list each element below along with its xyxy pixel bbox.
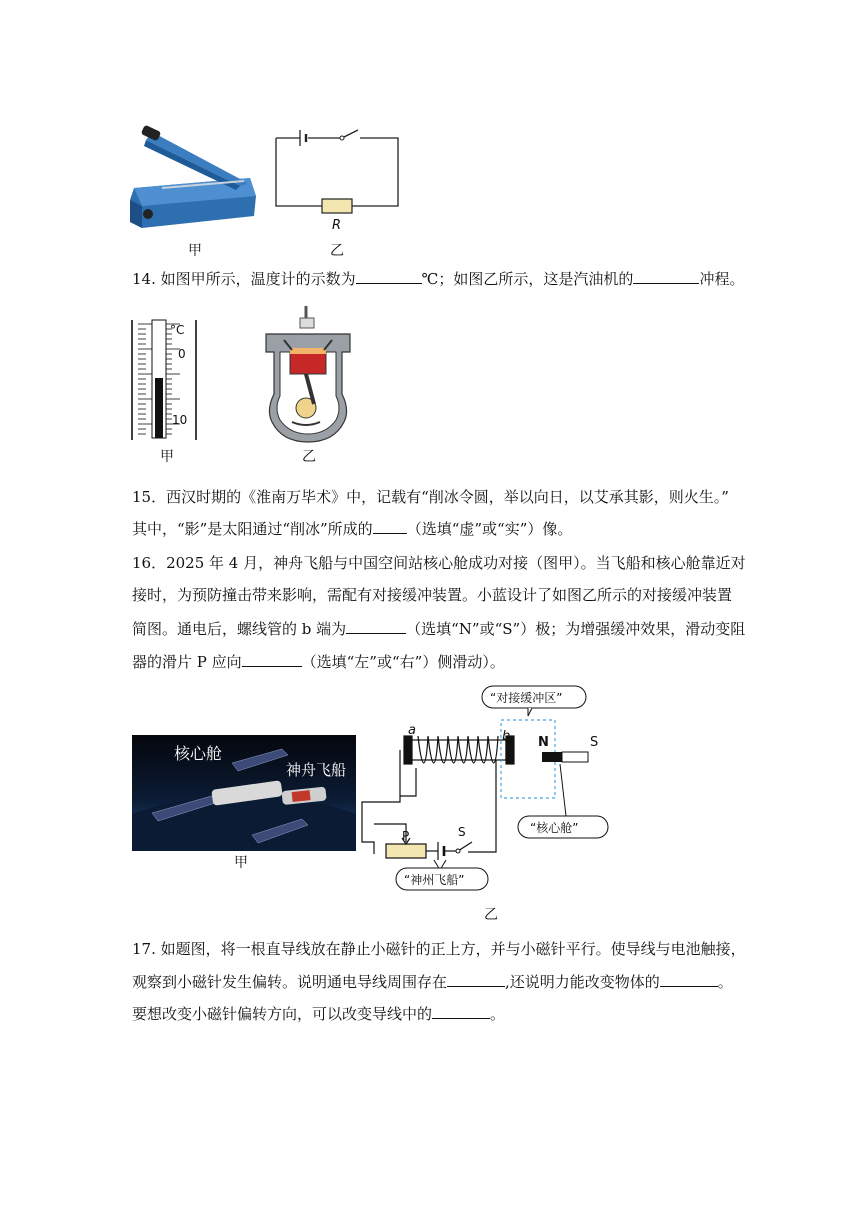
- answer-blank[interactable]: [346, 616, 406, 634]
- unit-label: °C: [170, 323, 185, 337]
- question-number: 14.: [132, 270, 156, 288]
- tick-label-10: 10: [172, 413, 188, 427]
- question-text: 如图甲所示，温度计的示数为: [160, 270, 356, 288]
- photo-label-core: 核心舱: [174, 744, 223, 763]
- switch-s-label: S: [458, 825, 466, 839]
- question-15-line-2: 其中，“影”是太阳通过“削冰”所成的 （选填“虚”或“实”）像。: [132, 512, 732, 546]
- mercury-column: [155, 378, 163, 438]
- figure-caption-yi: 乙: [330, 243, 344, 259]
- answer-blank[interactable]: [447, 969, 505, 987]
- answer-blank[interactable]: [356, 266, 422, 284]
- answer-blank[interactable]: [432, 1001, 490, 1019]
- figure-caption-jia: 甲: [188, 243, 202, 259]
- docking-buffer-diagram: [356, 684, 616, 904]
- circuit-diagram: [270, 118, 405, 238]
- figure-caption-jia: 甲: [160, 449, 174, 465]
- resistor-label: R: [332, 218, 342, 233]
- space-station-photo: [132, 735, 356, 851]
- buffer-zone-label: “对接缓冲区”: [490, 691, 563, 705]
- photo-label-ship: 神舟飞船: [286, 761, 347, 779]
- question-16-line-2: 接时，为预防撞击带来影响，需配有对接缓冲装置。小蓝设计了如图乙所示的对接缓冲装置: [132, 586, 733, 604]
- answer-blank[interactable]: [242, 649, 302, 667]
- solenoid-end-a-label: a: [408, 723, 416, 738]
- tick-label-0: 0: [178, 347, 186, 361]
- solenoid-end-b-label: b: [502, 729, 511, 744]
- heat-sealer-figure: [122, 118, 262, 233]
- magnet-south-label: S: [590, 735, 599, 750]
- answer-blank[interactable]: [660, 969, 718, 987]
- answer-blank[interactable]: [633, 266, 699, 284]
- shenzhou-label: “神州飞船”: [404, 873, 465, 887]
- figure-caption-yi: 乙: [484, 907, 498, 923]
- question-16-line-3: 简图。通电后，螺线管的 b 端为 （选填“N”或“S”）极；为增强缓冲效果，滑动变阻: [132, 612, 732, 646]
- slider-p-label: P: [402, 829, 410, 843]
- question-16-line-4: 器的滑片 P 应向 （选填“左”或“右”）侧滑动）。: [132, 645, 732, 679]
- question-14: [132, 262, 745, 296]
- figure-caption-jia: 甲: [234, 855, 248, 871]
- question-15-line-1: 15．西汉时期的《淮南万毕术》中，记载有“削冰令圆，举以向日，以艾承其影，则火生。”: [132, 488, 729, 506]
- question-17-line-2: 观察到小磁针发生偏转。说明通电导线周围存在 ,还说明力能改变物体的 。: [132, 965, 732, 999]
- gasoline-engine-figure: [262, 304, 354, 444]
- core-module-label: “核心舱”: [530, 821, 579, 835]
- answer-blank[interactable]: [373, 516, 407, 534]
- question-text: ℃；如图乙所示，这是汽油机的: [421, 270, 634, 288]
- question-17-line-3: 要想改变小磁针偏转方向，可以改变导线中的 。: [132, 997, 732, 1031]
- question-17-line-1: 17. 如题图，将一根直导线放在静止小磁针的正上方，并与小磁针平行。使导线与电池触接，: [132, 940, 746, 958]
- question-16-line-1: 16．2025 年 4 月，神舟飞船与中国空间站核心舱成功对接（图甲）。当飞船和核心舱靠近对: [132, 554, 746, 572]
- magnet-north-label: N: [538, 735, 549, 750]
- heat-sealer-illustration: [122, 118, 262, 233]
- question-text: 冲程。: [699, 270, 745, 288]
- figure-caption-yi: 乙: [302, 449, 316, 465]
- thermometer-figure: [128, 318, 203, 443]
